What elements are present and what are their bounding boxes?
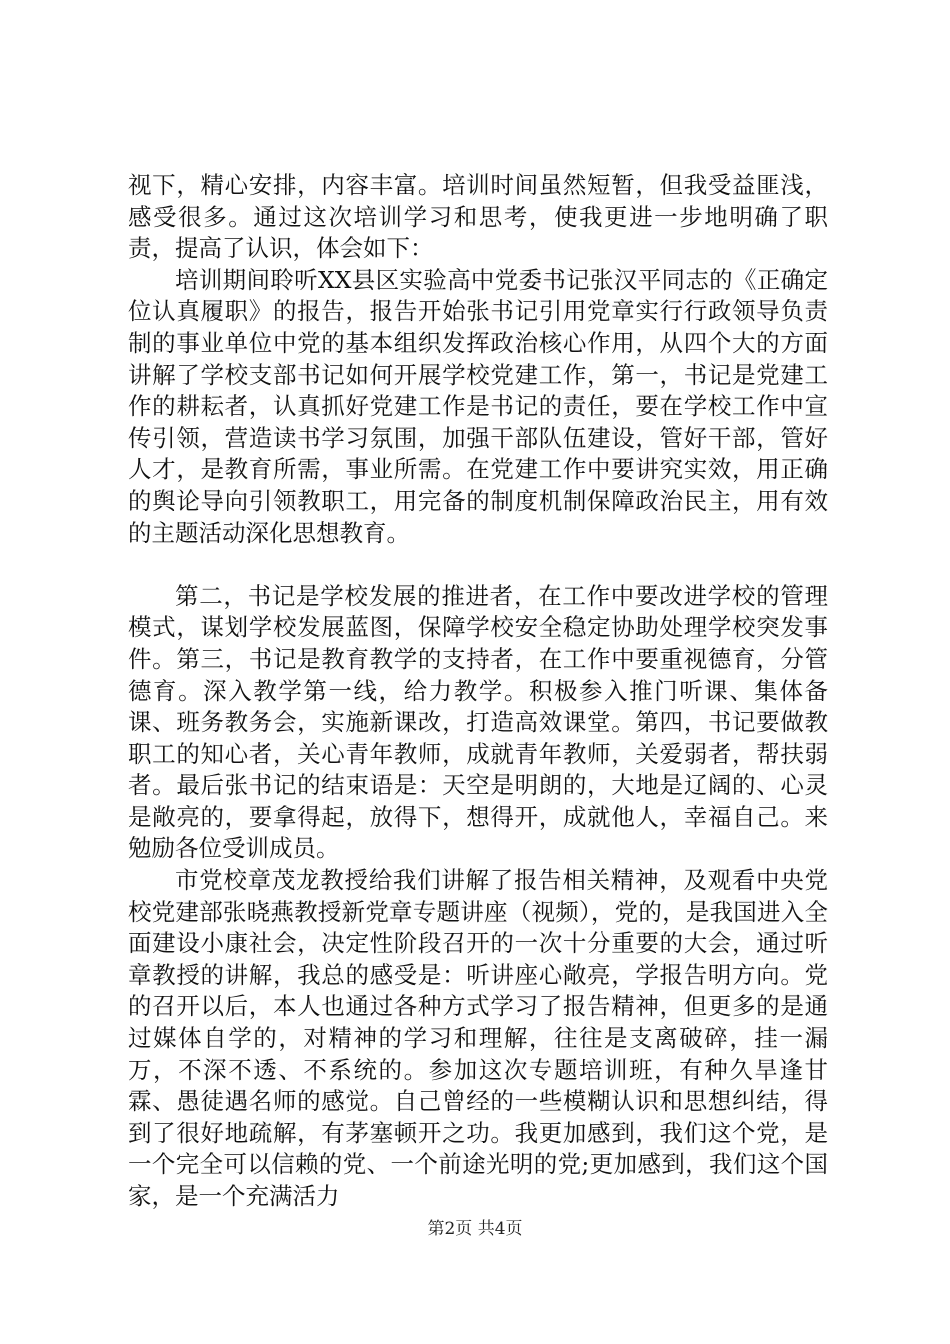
paragraph-spacer [128,549,828,581]
paragraph-2: 培训期间聆听XX县区实验高中党委书记张汉平同志的《正确定位认真履职》的报告，报告开始张书记引用党章实行行政领导负责制的事业单位中党的基本组织发挥政治核心作用，从四个大的方面讲解了学校支部书记如何开展学校党建工作，第一，书记是党建工作的耕耘者，认真抓好党建工作是书记的责任，要在学校工作中宣传引领，营造读书学习氛围，加强干部队伍建设，管好干部，管好人才，是教育所需，事业所需。在党建工作中要讲究实效，用正确的舆论导向引领教职工，用完备的制度机制保障政治民主，用有效的主题活动深化思想教育。 [128,265,828,547]
paragraph-3: 第二，书记是学校发展的推进者，在工作中要改进学校的管理模式，谋划学校发展蓝图，保障学校安全稳定协助处理学校突发事件。第三，书记是教育教学的支持者，在工作中要重视德育，分管德育。深入教学第一线，给力教学。积极参入推门听课、集体备课、班务教务会，实施新课改，打造高效课堂。第四，书记要做教职工的知心者，关心青年教师，成就青年教师，关爱弱者，帮扶弱者。最后张书记的结束语是：天空是明朗的，大地是辽阔的、心灵是敞亮的，要拿得起，放得下，想得开，成就他人，幸福自己。来勉励各位受训成员。 [128,581,828,863]
paragraph-4: 市党校章茂龙教授给我们讲解了报告相关精神，及观看中央党校党建部张晓燕教授新党章专题讲座（视频），党的，是我国进入全面建设小康社会，决定性阶段召开的一次十分重要的大会，通过听章教授的讲解，我总的感受是：听讲座心敞亮，学报告明方向。党的召开以后，本人也通过各种方式学习了报告精神，但更多的是通过媒体自学的，对精神的学习和理解，往往是支离破碎，挂一漏万，不深不透、不系统的。参加这次专题培训班，有种久旱逢甘霖、愚徒遇名师的感觉。自己曾经的一些模糊认识和思想纠结，得到了很好地疏解，有茅塞顿开之功。我更加感到，我们这个党，是一个完全可以信赖的党、一个前途光明的党;更加感到，我们这个国家，是一个充满活力 [128,866,828,1210]
page-number-footer: 第2页 共4页 [427,1219,523,1239]
paragraph-1: 视下，精心安排，内容丰富。培训时间虽然短暂，但我受益匪浅，感受很多。通过这次培训学习和思考，使我更进一步地明确了职责，提高了认识，体会如下： [128,171,828,263]
document-body [128,170,828,1213]
